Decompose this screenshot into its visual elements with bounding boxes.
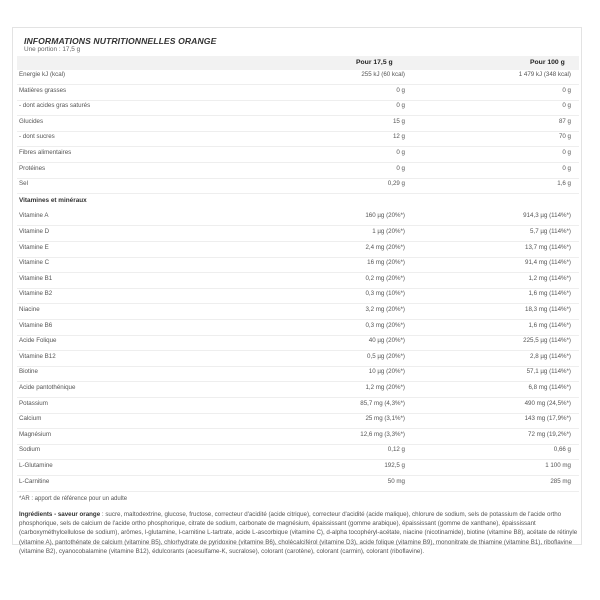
table-row xyxy=(17,225,579,242)
row-value-100g: 285 mg xyxy=(550,477,571,485)
row-value-100g: 2,8 µg (114%*) xyxy=(530,352,571,360)
row-label: Vitamine B2 xyxy=(19,290,53,298)
row-label: Potassium xyxy=(19,399,48,407)
row-value-100g: 225,5 µg (114%*) xyxy=(523,337,571,345)
table-row xyxy=(17,146,579,163)
row-value-100g: 1,6 g xyxy=(557,180,571,188)
row-value-100g: 91,4 mg (114%*) xyxy=(525,259,571,267)
table-row xyxy=(17,177,579,194)
row-value-100g: 6,8 mg (114%*) xyxy=(528,384,571,391)
row-label: Protéines xyxy=(19,164,46,172)
row-label: Acide pantothénique xyxy=(19,384,76,391)
table-row xyxy=(17,381,579,398)
table-row xyxy=(17,428,579,445)
column-header-portion: Pour 17,5 g xyxy=(356,59,393,66)
row-label: Vitamine E xyxy=(19,243,49,251)
table-row xyxy=(17,365,579,382)
row-value-portion: 40 µg (20%*) xyxy=(368,337,405,345)
row-value-100g: 1 100 mg xyxy=(545,462,571,469)
row-label: Sodium xyxy=(19,446,40,454)
row-value-portion: 0 g xyxy=(396,102,405,110)
table-row xyxy=(17,256,579,273)
row-value-100g: 13,7 mg (114%*) xyxy=(525,243,571,251)
row-value-100g: 1 479 kJ (348 kcal) xyxy=(518,71,571,78)
row-value-portion: 25 mg (3,1%*) xyxy=(365,415,405,423)
row-label: L-Glutamine xyxy=(19,462,53,469)
row-value-portion: 12 g xyxy=(392,133,405,141)
row-value-100g: 0 g xyxy=(562,102,571,110)
table-row xyxy=(17,350,579,367)
ingredients-text: : sucre, maltodextrine, glucose, fructose, correcteur d'acidité (acide citrique), correcteur d'acidité (acide malique), chlorure de sodium, sels de potassium de l'acide ortho phosphorique, sels de calcium de l'acide ortho phosphorique, citrate de sodium, carbonate de magnésium, épaississant (gomme arabique), épaississant (gomme de xanthane), épaississant (carboxyméthylcellulose de sodium), arômes, l-glutamine, l-carnitine L-tartrate, acide L-ascorbique (vitamine C), d-alpha tocophéryl-acétate, niacine (nicotinamide), biotine (vitamine B8), acétate de rétinyle (vitamine A), pantothénate de calcium (vitamine B5), chlorhydrate de pyridoxine (vitamine B6), cholécalciférol (vitamine D3), acide folique (vitamine B9), mononitrate de thiamine (vitamine B1), riboflavine (vitamine B2), cyanocobalamine (vitamine B12), édulcorants (acesulfame-K, sucralose), colorant (carotène), colorant (carmin), colorant (riboflavine). xyxy=(19,511,578,555)
row-value-portion: 0,5 µg (20%*) xyxy=(367,352,405,360)
row-value-100g: 0 g xyxy=(562,86,571,94)
table-row xyxy=(17,68,579,85)
row-value-100g: 18,3 mg (114%*) xyxy=(525,306,571,313)
row-value-portion: 0 g xyxy=(396,164,405,172)
table-row xyxy=(17,209,579,226)
row-value-portion: 15 g xyxy=(392,117,405,125)
row-label: Fibres alimentaires xyxy=(19,149,72,156)
row-value-100g: 0 g xyxy=(562,149,571,156)
table-row xyxy=(17,443,579,460)
table-row xyxy=(17,397,579,414)
row-value-100g: 914,3 µg (114%*) xyxy=(523,212,571,220)
row-label: - dont sucres xyxy=(19,133,55,141)
row-value-portion: 0,2 mg (20%*) xyxy=(365,274,405,282)
table-row xyxy=(17,84,579,101)
row-label: Acide Folique xyxy=(19,337,57,345)
table-row xyxy=(17,475,579,492)
table-row xyxy=(17,459,579,476)
row-value-portion: 2,4 mg (20%*) xyxy=(365,243,405,251)
row-label: Vitamine D xyxy=(19,228,50,235)
ingredients-label: Ingrédients - saveur orange xyxy=(19,511,101,518)
row-value-portion: 0,3 mg (10%*) xyxy=(365,290,405,298)
row-label: Magnésium xyxy=(19,430,51,438)
row-value-100g: 5,7 µg (114%*) xyxy=(530,228,571,235)
column-header-100g: Pour 100 g xyxy=(530,59,565,66)
row-value-portion: 50 mg xyxy=(387,477,405,485)
row-value-portion: 0,12 g xyxy=(387,446,405,454)
row-value-portion: 3,2 mg (20%*) xyxy=(365,306,405,313)
row-value-portion: 0 g xyxy=(396,86,405,94)
row-value-100g: 490 mg (24,5%*) xyxy=(524,399,571,407)
row-value-portion: 0,29 g xyxy=(387,180,405,188)
row-label: Vitamine B1 xyxy=(19,274,53,282)
table-row xyxy=(17,319,579,336)
row-label: Niacine xyxy=(19,306,40,313)
row-value-100g: 57,1 µg (114%*) xyxy=(526,368,571,376)
row-label: L-Carnitine xyxy=(19,477,50,485)
row-label: Vitamine C xyxy=(19,259,50,267)
row-value-portion: 255 kJ (60 kcal) xyxy=(361,71,405,78)
row-label: Biotine xyxy=(19,368,38,376)
table-row xyxy=(17,241,579,258)
row-value-portion: 12,6 mg (3,3%*) xyxy=(360,430,405,438)
table-row xyxy=(17,99,579,116)
row-value-portion: 16 mg (20%*) xyxy=(367,259,405,267)
ingredients-paragraph xyxy=(19,510,579,556)
row-value-100g: 0,66 g xyxy=(553,446,571,454)
table-row xyxy=(17,130,579,147)
row-value-100g: 70 g xyxy=(558,133,571,141)
table-row xyxy=(17,287,579,304)
portion-size: Une portion : 17,5 g xyxy=(24,46,81,53)
row-value-portion: 10 µg (20%*) xyxy=(368,368,405,376)
row-label: Sel xyxy=(19,180,28,188)
row-value-portion: 0,3 mg (20%*) xyxy=(365,321,405,329)
page-title: INFORMATIONS NUTRITIONNELLES ORANGE xyxy=(24,36,217,46)
table-row xyxy=(17,272,579,289)
row-value-portion: 85,7 mg (4,3%*) xyxy=(360,399,405,407)
row-label: Vitamine A xyxy=(19,212,49,220)
row-value-100g: 1,2 mg (114%*) xyxy=(528,274,571,282)
row-value-100g: 1,6 mg (114%*) xyxy=(528,321,571,329)
row-label: Glucides xyxy=(19,117,44,125)
table-row xyxy=(17,303,579,320)
row-value-portion: 192,5 g xyxy=(384,462,405,469)
section-heading-vitamins: Vitamines et minéraux xyxy=(19,196,87,204)
table-row xyxy=(17,115,579,132)
table-row xyxy=(17,412,579,429)
row-label: - dont acides gras saturés xyxy=(19,102,91,110)
table-row xyxy=(17,162,579,179)
row-label: Energie kJ (kcal) xyxy=(19,71,66,78)
footnote: *AR : apport de référence pour un adulte xyxy=(19,496,128,502)
row-value-100g: 72 mg (19,2%*) xyxy=(528,430,571,438)
row-label: Matières grasses xyxy=(19,86,67,94)
row-value-portion: 0 g xyxy=(396,149,405,156)
row-value-portion: 1,2 mg (20%*) xyxy=(365,384,405,391)
table-row xyxy=(17,334,579,351)
row-value-100g: 87 g xyxy=(558,117,571,125)
row-label: Vitamine B12 xyxy=(19,352,56,360)
row-value-100g: 1,6 mg (114%*) xyxy=(528,290,571,298)
row-value-portion: 160 µg (20%*) xyxy=(365,212,405,220)
row-label: Vitamine B6 xyxy=(19,321,53,329)
row-value-100g: 0 g xyxy=(562,164,571,172)
row-value-portion: 1 µg (20%*) xyxy=(372,228,405,235)
row-label: Calcium xyxy=(19,415,42,423)
row-value-100g: 143 mg (17,9%*) xyxy=(524,415,571,423)
